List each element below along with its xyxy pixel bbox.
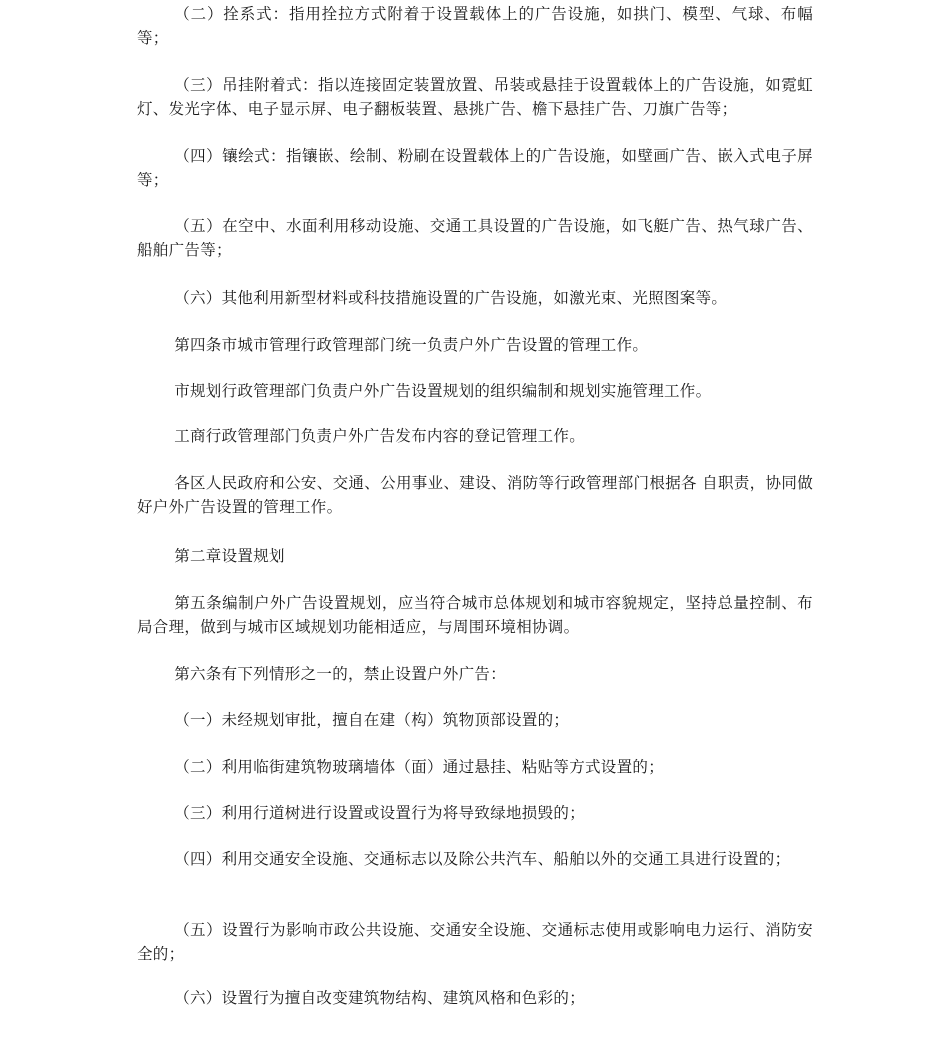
paragraph-article-6: 第六条有下列情形之一的，禁止设置户外广告： — [174, 665, 506, 683]
paragraph-tie-type: （二）拴系式：指用拴拉方式附着于设置载体上的广告设施，如拱门、模型、气球、布幅等； — [137, 5, 813, 47]
paragraph-prohibit-2: （二）利用临街建筑物玻璃墙体（面）通过悬挂、粘贴等方式设置的； — [174, 758, 664, 776]
paragraph-inlay-type: （四）镶绘式：指镶嵌、绘制、粉刷在设置载体上的广告设施，如壁画广告、嵌入式电子屏等； — [137, 147, 813, 189]
paragraph-article-4: 第四条市城市管理行政管理部门统一负责户外广告设置的管理工作。 — [174, 336, 649, 354]
chapter-2-heading: 第二章设置规划 — [174, 547, 285, 565]
paragraph-mobile-type: （五）在空中、水面利用移动设施、交通工具设置的广告设施，如飞艇广告、热气球广告、船舶广告等； — [137, 217, 813, 259]
paragraph-district-govts: 各区人民政府和公安、交通、公用事业、建设、消防等行政管理部门根据各 自职责，协同做好户外广告设置的管理工作。 — [137, 474, 813, 516]
paragraph-prohibit-6: （六）设置行为擅自改变建筑物结构、建筑风格和色彩的； — [174, 989, 585, 1007]
paragraph-planning-dept: 市规划行政管理部门负责户外广告设置规划的组织编制和规划实施管理工作。 — [174, 382, 712, 400]
paragraph-article-5: 第五条编制户外广告设置规划，应当符合城市总体规划和城市容貌规定，坚持总量控制、布局合理，做到与城市区域规划功能相适应，与周围环境相协调。 — [137, 594, 813, 636]
paragraph-prohibit-5: （五）设置行为影响市政公共设施、交通安全设施、交通标志使用或影响电力运行、消防安全的； — [137, 921, 813, 963]
paragraph-other-type: （六）其他利用新型材料或科技措施设置的广告设施，如激光束、光照图案等。 — [174, 289, 728, 307]
paragraph-prohibit-3: （三）利用行道树进行设置或设置行为将导致绿地损毁的； — [174, 804, 585, 822]
paragraph-prohibit-4: （四）利用交通安全设施、交通标志以及除公共汽车、船舶以外的交通工具进行设置的； — [174, 850, 791, 868]
paragraph-hanging-type: （三）吊挂附着式：指以连接固定装置放置、吊装或悬挂于设置载体上的广告设施，如霓虹灯、发光字体、电子显示屏、电子翻板装置、悬挑广告、檐下悬挂广告、刀旗广告等； — [137, 76, 813, 118]
paragraph-commerce-dept: 工商行政管理部门负责户外广告发布内容的登记管理工作。 — [174, 427, 585, 445]
paragraph-prohibit-1: （一）未经规划审批，擅自在建（构）筑物顶部设置的； — [174, 711, 570, 729]
